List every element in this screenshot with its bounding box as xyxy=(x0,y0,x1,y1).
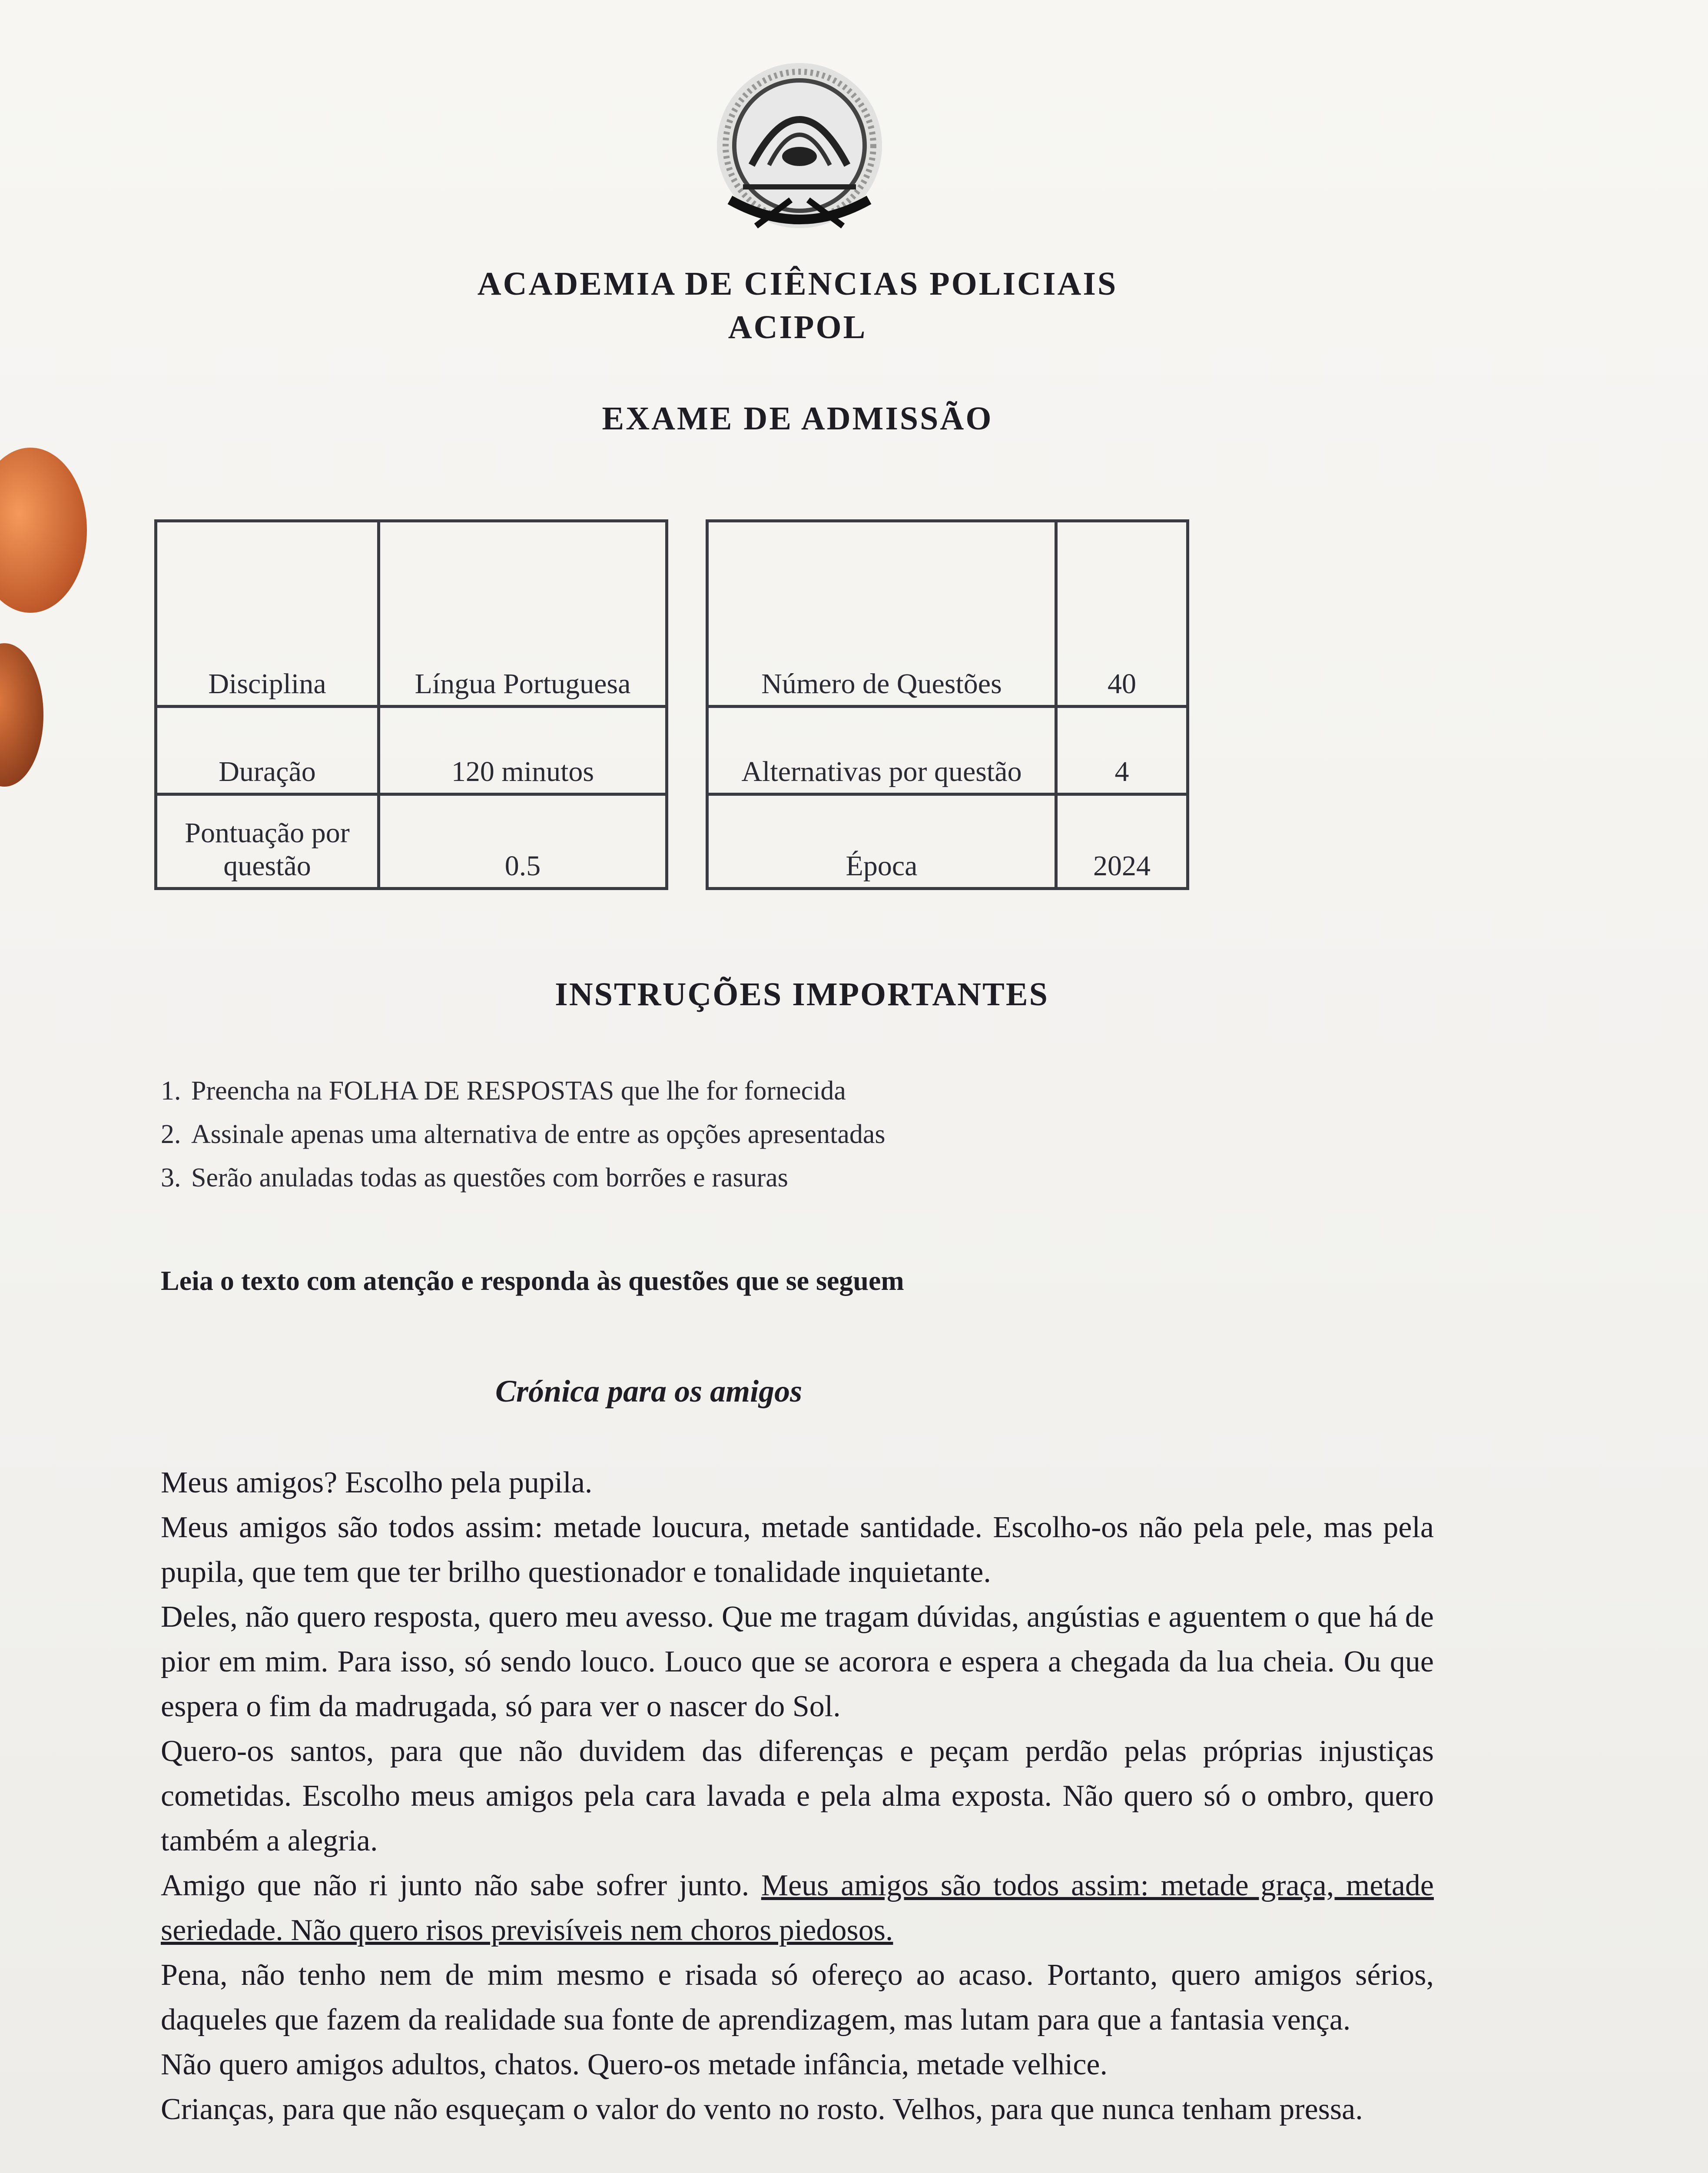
finger-edge-lower xyxy=(0,643,43,787)
instruction-item: 3. Serão anuladas todas as questões com borrões e rasuras xyxy=(161,1163,788,1193)
table-gap xyxy=(667,521,707,707)
table-gap xyxy=(667,794,707,889)
paragraph: Crianças, para que não esqueçam o valor do vento no rosto. Velhos, para que nunca tenham pressa. xyxy=(161,2093,1363,2126)
instruction-item: 2. Assinale apenas uma alternativa de entre as opções apresentadas xyxy=(161,1120,886,1149)
paragraph: Deles, não quero resposta, quero meu avesso. Que me tragam dúvidas, angústias e aguentem o que há de pior em mim. Para isso, só sendo louco. Louco que se acorora e espera a chegada da lua cheia. Ou que espera o fim da madrugada, só para ver o nascer do Sol. xyxy=(161,1600,1434,1723)
table-gap xyxy=(667,707,707,794)
exam-info-table xyxy=(154,519,1189,890)
score-value: 0.5 xyxy=(379,794,667,889)
score-label: Pontuação por questão xyxy=(156,794,379,889)
paragraph: Meus amigos? Escolho pela pupila. xyxy=(161,1466,593,1499)
duration-value: 120 minutos xyxy=(379,707,667,794)
discipline-label: Disciplina xyxy=(156,521,379,707)
alternatives-value: 4 xyxy=(1056,707,1188,794)
institution-acronym: ACIPOL xyxy=(728,309,867,346)
paragraph: Meus amigos são todos assim: metade loucura, metade santidade. Escolho-os não pela pele, mas pela pupila, que tem que ter brilho questionador e tonalidade inquietante. xyxy=(161,1511,1434,1589)
paragraph-part: Amigo que não ri junto não sabe sofrer junto. xyxy=(161,1869,750,1902)
instructions-list xyxy=(161,1069,886,1199)
finger-edge xyxy=(0,448,87,613)
questions-label: Número de Questões xyxy=(707,521,1056,707)
reading-instruction: Leia o texto com atenção e responda às questões que se seguem xyxy=(161,1265,904,1296)
underlined-sentence: Meus amigos são todos assim: metade graça, metade seriedade. Não quero risos previsíveis nem choros piedosos. xyxy=(161,1869,1434,1947)
exam-title: EXAME DE ADMISSÃO xyxy=(602,400,993,437)
duration-label: Duração xyxy=(156,707,379,794)
instructions-heading: INSTRUÇÕES IMPORTANTES xyxy=(555,976,1049,1013)
paragraph: Pena, não tenho nem de mim mesmo e risada só ofereço ao acaso. Portanto, quero amigos sérios, daqueles que fazem da realidade sua fonte de aprendizagem, mas lutam para que a fantasia vença. xyxy=(161,1958,1434,2037)
paragraph xyxy=(161,1863,1434,1953)
season-value: 2024 xyxy=(1056,794,1188,889)
season-label: Época xyxy=(707,794,1056,889)
questions-value: 40 xyxy=(1056,521,1188,707)
academy-emblem-icon xyxy=(704,56,895,248)
institution-name: ACADEMIA DE CIÊNCIAS POLICIAIS xyxy=(477,266,1118,302)
paragraph: Quero-os santos, para que não duvidem das diferenças e peçam perdão pelas próprias injustiças cometidas. Escolho meus amigos pela cara lavada e pela alma exposta. Não quero só o ombro, quero também a alegria. xyxy=(161,1734,1434,1857)
paragraph: Não quero amigos adultos, chatos. Quero-os metade infância, metade velhice. xyxy=(161,2048,1108,2081)
text-title: Crónica para os amigos xyxy=(495,1374,803,1409)
discipline-value: Língua Portuguesa xyxy=(379,521,667,707)
reading-passage xyxy=(161,1460,1434,2132)
instruction-item: 1. Preencha na FOLHA DE RESPOSTAS que lhe for fornecida xyxy=(161,1076,846,1106)
alternatives-label: Alternativas por questão xyxy=(707,707,1056,794)
